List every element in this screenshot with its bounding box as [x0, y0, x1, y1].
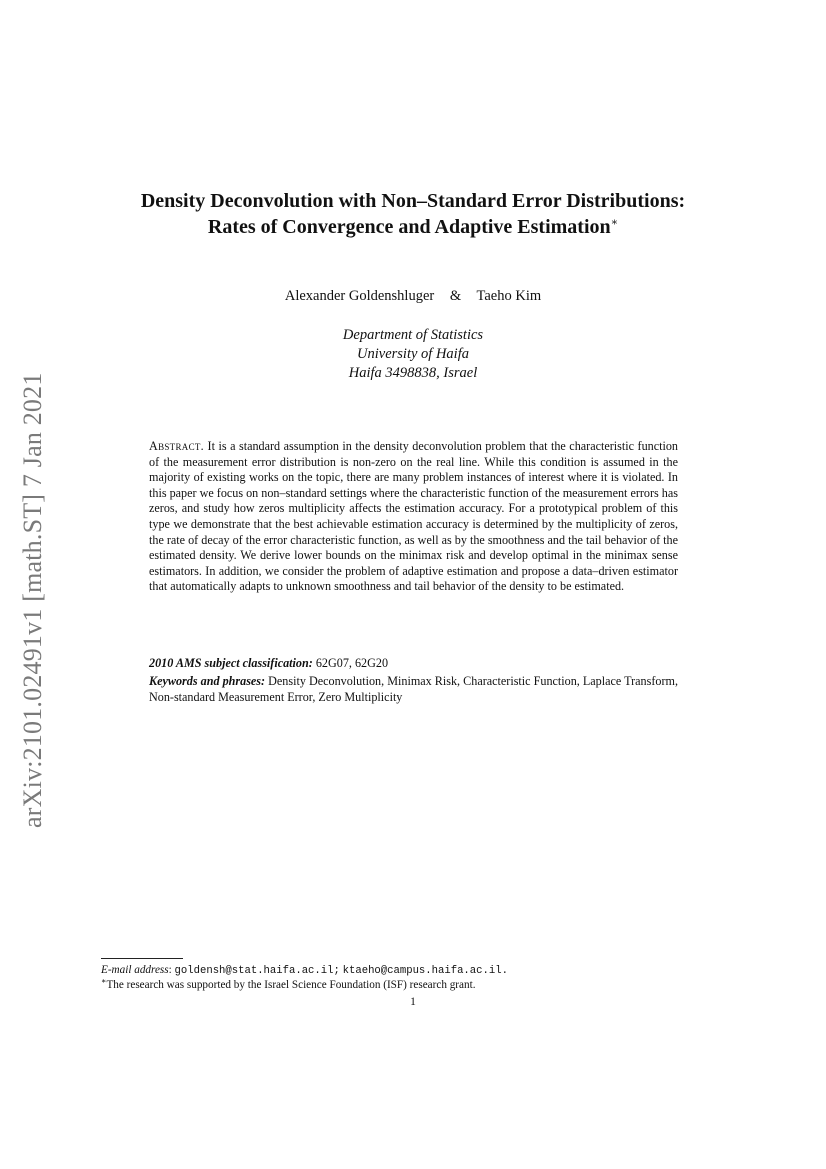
grant-footnote-marker: ∗ [101, 976, 107, 986]
affiliation-block [60, 326, 766, 383]
ams-classification [149, 655, 678, 671]
email-address: ktaeho@campus.haifa.ac.il. [342, 965, 508, 977]
author-name: Alexander Goldenshluger [284, 288, 435, 304]
page-number: 1 [410, 996, 416, 1008]
author-list [60, 288, 766, 305]
abstract-heading: Abstract. [149, 439, 205, 453]
title-line-2-text: Rates of Convergence and Adaptive Estimation [207, 216, 611, 238]
affiliation-university: University of Haifa [357, 346, 469, 362]
email-colon: : [168, 964, 172, 976]
abstract [149, 439, 678, 595]
footnote-email [101, 963, 741, 978]
arxiv-identifier-text: arXiv:2101.02491v1 [math.ST] 7 Jan 2021 [18, 372, 47, 828]
keywords-value: Density Deconvolution, Minimax Risk, Characteristic Function, Laplace Transform, Non-standard Measurement Error, Zero Multiplicity [149, 674, 678, 704]
title-footnote-marker: ∗ [610, 216, 619, 229]
ams-classification-label: 2010 AMS subject classification: [149, 656, 313, 670]
title-line-2 [60, 214, 766, 240]
affiliation-department: Department of Statistics [342, 327, 484, 343]
email-address: goldensh@stat.haifa.ac.il; [174, 965, 340, 977]
footnote-divider [101, 958, 183, 959]
footnote-grant [101, 978, 741, 992]
grant-text: The research was supported by the Israel Science Foundation (ISF) research grant. [106, 979, 476, 991]
keywords-label: Keywords and phrases: [149, 674, 266, 688]
email-label: E-mail address [101, 964, 169, 976]
author-separator: & [449, 288, 462, 304]
affiliation-address: Haifa 3498838, Israel [348, 365, 478, 381]
author-name: Taeho Kim [476, 288, 542, 304]
title-line-1: Density Deconvolution with Non–Standard Error Distributions: [140, 190, 686, 212]
paper-title [60, 188, 766, 240]
abstract-text: It is a standard assumption in the density deconvolution problem that the characteristic function of the measurement error distribution is non-zero on the real line. While this condition is assumed in the majority of existing works on the topic, there are many problem instances of interest where it is violated. In this paper we focus on non–standard settings where the characteristic function of the measurement errors has zeros, and study how zeros multiplicity affects the estimation accuracy. For a prototypical problem of this type we demonstrate that the best achievable estimation accuracy is determined by the multiplicity of zeros, the rate of decay of the error characteristic function, as well as by the smoothness and the tail behavior of the estimated density. We derive lower bounds on the minimax risk and develop optimal in the minimax sense estimators. In addition, we consider the problem of adaptive estimation and propose a data–driven estimator that automatically adapts to unknown smoothness and tail behavior of the density to be estimated. [149, 439, 678, 594]
ams-classification-value: 62G07, 62G20 [315, 656, 389, 670]
keywords [149, 673, 678, 705]
